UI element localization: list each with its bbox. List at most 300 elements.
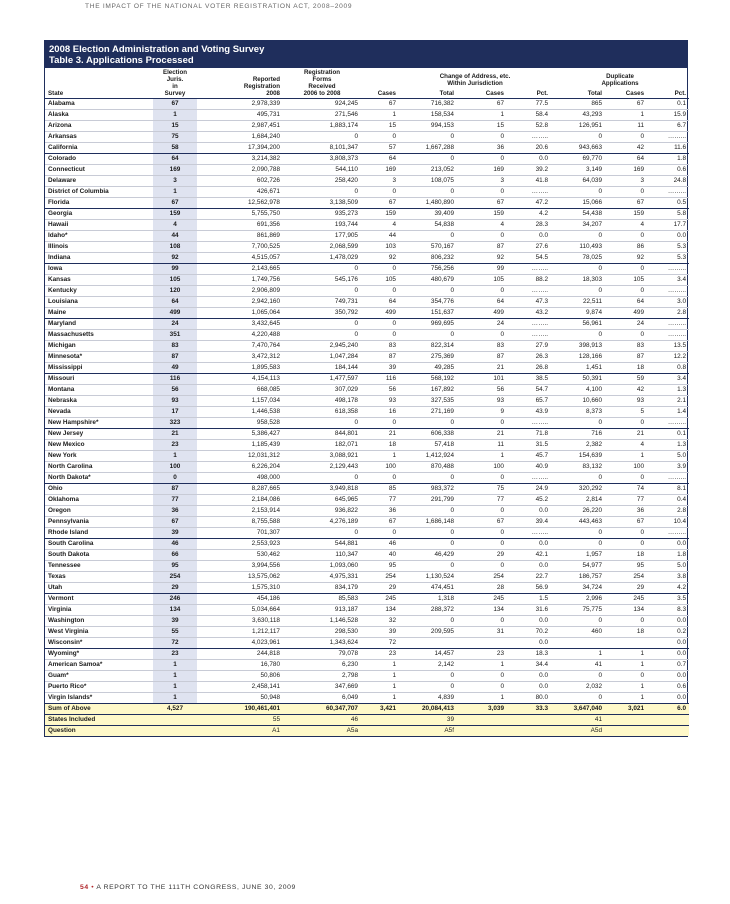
cell-reported: 2,553,923 — [197, 539, 283, 550]
cell-state: North Carolina — [45, 462, 153, 473]
cell-dup-cases: 1 — [605, 682, 647, 693]
cell-forms: 2,068,599 — [283, 242, 361, 253]
summary-cell-dup-cases — [605, 726, 647, 737]
cell-forms-cases: 36 — [361, 506, 399, 517]
cell-change-cases: 1 — [457, 110, 507, 121]
cell-dup-total: 34,724 — [551, 583, 605, 594]
cell-juris: 21 — [153, 429, 197, 440]
cell-dup-total: 75,775 — [551, 605, 605, 616]
cell-forms-cases: 85 — [361, 484, 399, 495]
cell-change-pct: 56.9 — [507, 583, 551, 594]
cell-forms: 834,179 — [283, 583, 361, 594]
header-forms-cases: Cases — [361, 68, 399, 99]
cell-forms-cases: 0 — [361, 319, 399, 330]
cell-dup-pct: 3.4 — [647, 275, 689, 286]
cell-change-total: 14,457 — [399, 649, 457, 660]
cell-change-total: 0 — [399, 187, 457, 198]
cell-dup-cases: 0 — [605, 539, 647, 550]
cell-dup-pct: 5.0 — [647, 451, 689, 462]
cell-change-pct: 31.6 — [507, 605, 551, 616]
cell-state: Virginia — [45, 605, 153, 616]
cell-change-cases: 0 — [457, 528, 507, 539]
page-number: 54 — [80, 884, 89, 891]
cell-juris: 83 — [153, 341, 197, 352]
cell-forms: 3,138,509 — [283, 198, 361, 209]
table-row — [45, 605, 689, 616]
cell-forms-cases: 0 — [361, 132, 399, 143]
cell-change-cases: 0 — [457, 132, 507, 143]
header-forms: Registration Forms Received 2006 to 2008 — [283, 68, 361, 99]
cell-change-total: 327,535 — [399, 396, 457, 407]
cell-change-pct: …….. — [507, 286, 551, 297]
cell-dup-pct: ……... — [647, 418, 689, 429]
cell-forms-cases: 1 — [361, 451, 399, 462]
cell-change-cases: 87 — [457, 352, 507, 363]
cell-forms: 2,129,443 — [283, 462, 361, 473]
table-row — [45, 638, 689, 649]
cell-state: Wyoming* — [45, 649, 153, 660]
cell-juris: 72 — [153, 638, 197, 649]
cell-reported: 5,034,664 — [197, 605, 283, 616]
cell-state: American Samoa* — [45, 660, 153, 671]
cell-dup-pct: 0.1 — [647, 99, 689, 110]
cell-change-total: 151,637 — [399, 308, 457, 319]
cell-dup-cases: 1 — [605, 451, 647, 462]
cell-dup-cases: 67 — [605, 517, 647, 528]
cell-forms-cases: 245 — [361, 594, 399, 605]
cell-dup-pct: 0.6 — [647, 165, 689, 176]
cell-juris: 15 — [153, 121, 197, 132]
cell-dup-cases: 4 — [605, 440, 647, 451]
cell-forms-cases: 0 — [361, 330, 399, 341]
cell-forms: 3,949,818 — [283, 484, 361, 495]
cell-reported: 1,446,538 — [197, 407, 283, 418]
cell-reported: 12,031,312 — [197, 451, 283, 462]
cell-dup-cases: 59 — [605, 374, 647, 385]
cell-reported: 602,726 — [197, 176, 283, 187]
cell-change-cases: 11 — [457, 440, 507, 451]
cell-change-pct: 18.3 — [507, 649, 551, 660]
cell-forms: 307,029 — [283, 385, 361, 396]
cell-dup-pct: 0.0 — [647, 616, 689, 627]
cell-juris: 1 — [153, 693, 197, 704]
table-row — [45, 165, 689, 176]
cell-change-cases: 21 — [457, 363, 507, 374]
cell-juris: 67 — [153, 517, 197, 528]
cell-change-pct: 0.0 — [507, 638, 551, 649]
cell-dup-total: 943,663 — [551, 143, 605, 154]
cell-reported: 958,528 — [197, 418, 283, 429]
cell-juris: 46 — [153, 539, 197, 550]
cell-state: Connecticut — [45, 165, 153, 176]
cell-forms-cases: 105 — [361, 275, 399, 286]
cell-reported: 1,157,034 — [197, 396, 283, 407]
cell-change-cases: 56 — [457, 385, 507, 396]
cell-dup-cases: 74 — [605, 484, 647, 495]
cell-change-pct: 40.9 — [507, 462, 551, 473]
cell-forms-cases: 39 — [361, 363, 399, 374]
cell-change-pct: 52.8 — [507, 121, 551, 132]
cell-juris: 58 — [153, 143, 197, 154]
cell-change-total: 354,776 — [399, 297, 457, 308]
cell-forms: 0 — [283, 473, 361, 484]
cell-dup-total: 43,293 — [551, 110, 605, 121]
cell-forms-cases: 64 — [361, 154, 399, 165]
cell-dup-pct: 0.8 — [647, 363, 689, 374]
cell-dup-total — [551, 638, 605, 649]
cell-change-cases: 0 — [457, 506, 507, 517]
cell-change-total: 0 — [399, 330, 457, 341]
cell-change-total: 822,314 — [399, 341, 457, 352]
cell-reported: 3,214,382 — [197, 154, 283, 165]
cell-state: Virgin Islands* — [45, 693, 153, 704]
cell-dup-total: 0 — [551, 539, 605, 550]
cell-juris: 3 — [153, 176, 197, 187]
cell-reported: 454,186 — [197, 594, 283, 605]
cell-forms: 498,178 — [283, 396, 361, 407]
cell-reported: 1,185,439 — [197, 440, 283, 451]
table-row — [45, 154, 689, 165]
summary-cell-dup-pct: 6.0 — [647, 704, 689, 715]
cell-change-cases: 1 — [457, 660, 507, 671]
cell-juris: 64 — [153, 154, 197, 165]
cell-change-total: 57,418 — [399, 440, 457, 451]
cell-dup-cases: 18 — [605, 627, 647, 638]
cell-forms: 0 — [283, 528, 361, 539]
cell-forms: 645,965 — [283, 495, 361, 506]
cell-change-pct: 42.1 — [507, 550, 551, 561]
cell-forms: 0 — [283, 418, 361, 429]
cell-dup-cases: 0 — [605, 286, 647, 297]
cell-reported: 5,755,750 — [197, 209, 283, 220]
cell-dup-cases: 0 — [605, 187, 647, 198]
cell-state: Maryland — [45, 319, 153, 330]
footer-bullet: • — [91, 884, 95, 891]
cell-forms: 182,071 — [283, 440, 361, 451]
cell-juris: 17 — [153, 407, 197, 418]
cell-reported: 1,895,583 — [197, 363, 283, 374]
cell-dup-pct: ……... — [647, 528, 689, 539]
cell-dup-cases: 159 — [605, 209, 647, 220]
summary-row — [45, 715, 689, 726]
cell-change-total: 271,169 — [399, 407, 457, 418]
cell-reported: 1,684,240 — [197, 132, 283, 143]
cell-change-cases: 0 — [457, 231, 507, 242]
cell-dup-cases: 29 — [605, 583, 647, 594]
cell-change-cases: 1 — [457, 451, 507, 462]
cell-dup-total: 34,207 — [551, 220, 605, 231]
cell-reported: 530,462 — [197, 550, 283, 561]
summary-cell-change-total: A5f — [399, 726, 457, 737]
cell-change-cases: 105 — [457, 275, 507, 286]
cell-change-cases: 67 — [457, 198, 507, 209]
cell-reported: 4,515,057 — [197, 253, 283, 264]
cell-juris: 134 — [153, 605, 197, 616]
table-row — [45, 187, 689, 198]
table-row — [45, 363, 689, 374]
cell-dup-pct: 3.5 — [647, 594, 689, 605]
table-row — [45, 330, 689, 341]
cell-state: Mississippi — [45, 363, 153, 374]
cell-dup-cases: 0 — [605, 132, 647, 143]
cell-dup-total: 1 — [551, 649, 605, 660]
cell-dup-total: 865 — [551, 99, 605, 110]
cell-change-cases: 29 — [457, 550, 507, 561]
cell-change-pct: 45.7 — [507, 451, 551, 462]
cell-dup-cases: 24 — [605, 319, 647, 330]
cell-juris: 499 — [153, 308, 197, 319]
summary-cell-forms-cases: 3,421 — [361, 704, 399, 715]
cell-change-pct: 65.7 — [507, 396, 551, 407]
cell-juris: 44 — [153, 231, 197, 242]
cell-dup-cases: 1 — [605, 693, 647, 704]
cell-change-pct: 26.3 — [507, 352, 551, 363]
cell-dup-total: 716 — [551, 429, 605, 440]
cell-change-cases: 24 — [457, 319, 507, 330]
cell-forms-cases: 39 — [361, 627, 399, 638]
table-row — [45, 253, 689, 264]
cell-change-pct: 27.9 — [507, 341, 551, 352]
cell-dup-pct: ……... — [647, 187, 689, 198]
cell-state: Indiana — [45, 253, 153, 264]
cell-dup-cases: 0 — [605, 418, 647, 429]
table-row — [45, 517, 689, 528]
cell-dup-total: 22,511 — [551, 297, 605, 308]
cell-state: New York — [45, 451, 153, 462]
cell-reported: 426,671 — [197, 187, 283, 198]
cell-dup-total: 0 — [551, 330, 605, 341]
cell-reported: 1,749,756 — [197, 275, 283, 286]
cell-juris: 0 — [153, 473, 197, 484]
cell-dup-cases: 42 — [605, 143, 647, 154]
cell-reported: 3,994,556 — [197, 561, 283, 572]
cell-dup-pct: 24.8 — [647, 176, 689, 187]
table-row — [45, 418, 689, 429]
cell-reported: 2,143,665 — [197, 264, 283, 275]
cell-state: Ohio — [45, 484, 153, 495]
cell-dup-cases: 0 — [605, 528, 647, 539]
cell-dup-cases: 86 — [605, 242, 647, 253]
cell-dup-pct: 0.0 — [647, 539, 689, 550]
cell-dup-cases: 87 — [605, 352, 647, 363]
cell-state: New Jersey — [45, 429, 153, 440]
cell-state: California — [45, 143, 153, 154]
cell-forms: 258,420 — [283, 176, 361, 187]
cell-dup-total: 460 — [551, 627, 605, 638]
summary-cell-forms: A5a — [283, 726, 361, 737]
cell-change-total: 46,429 — [399, 550, 457, 561]
cell-dup-pct: 11.6 — [647, 143, 689, 154]
cell-change-total: 0 — [399, 528, 457, 539]
cell-forms: 1,047,284 — [283, 352, 361, 363]
cell-change-pct: …….. — [507, 473, 551, 484]
cell-change-pct: 4.2 — [507, 209, 551, 220]
cell-state: Iowa — [45, 264, 153, 275]
cell-reported: 1,065,064 — [197, 308, 283, 319]
cell-dup-total: 18,303 — [551, 275, 605, 286]
cell-forms: 79,078 — [283, 649, 361, 660]
cell-dup-pct: 1.8 — [647, 550, 689, 561]
cell-dup-total: 83,132 — [551, 462, 605, 473]
cell-change-cases: 0 — [457, 286, 507, 297]
summary-cell-juris: 4,527 — [153, 704, 197, 715]
cell-dup-cases: 0 — [605, 671, 647, 682]
cell-change-pct: 58.4 — [507, 110, 551, 121]
table-row — [45, 297, 689, 308]
cell-change-pct: 70.2 — [507, 627, 551, 638]
cell-change-pct: 0.0 — [507, 671, 551, 682]
cell-dup-total: 0 — [551, 418, 605, 429]
cell-juris: 23 — [153, 649, 197, 660]
cell-change-total: 0 — [399, 154, 457, 165]
cell-juris: 56 — [153, 385, 197, 396]
cell-dup-cases: 134 — [605, 605, 647, 616]
cell-dup-cases: 67 — [605, 99, 647, 110]
cell-change-cases: 83 — [457, 341, 507, 352]
cell-state: Oregon — [45, 506, 153, 517]
cell-dup-total: 0 — [551, 132, 605, 143]
table-row — [45, 275, 689, 286]
cell-dup-total: 0 — [551, 473, 605, 484]
cell-change-total: 209,595 — [399, 627, 457, 638]
cell-change-cases: 15 — [457, 121, 507, 132]
cell-state: Delaware — [45, 176, 153, 187]
cell-juris: 351 — [153, 330, 197, 341]
summary-cell-dup-total: 3,647,040 — [551, 704, 605, 715]
summary-cell-change-cases: 3,039 — [457, 704, 507, 715]
cell-reported: 244,818 — [197, 649, 283, 660]
cell-dup-pct: 0.4 — [647, 495, 689, 506]
cell-reported: 2,184,086 — [197, 495, 283, 506]
cell-change-cases: 28 — [457, 583, 507, 594]
cell-state: West Virginia — [45, 627, 153, 638]
cell-change-total: 0 — [399, 506, 457, 517]
cell-forms: 3,808,373 — [283, 154, 361, 165]
cell-change-cases: 0 — [457, 418, 507, 429]
cell-dup-pct: 15.9 — [647, 110, 689, 121]
cell-change-total: 0 — [399, 132, 457, 143]
cell-juris: 95 — [153, 561, 197, 572]
cell-change-total: 0 — [399, 539, 457, 550]
summary-cell-dup-total: 41 — [551, 715, 605, 726]
cell-dup-pct: 10.4 — [647, 517, 689, 528]
table-row — [45, 374, 689, 385]
cell-change-pct: 0.0 — [507, 561, 551, 572]
cell-forms-cases: 1 — [361, 660, 399, 671]
cell-change-total: 213,052 — [399, 165, 457, 176]
cell-juris: 93 — [153, 396, 197, 407]
cell-dup-pct: 0.5 — [647, 198, 689, 209]
cell-forms-cases: 3 — [361, 176, 399, 187]
cell-dup-total: 2,382 — [551, 440, 605, 451]
cell-dup-pct: 0.2 — [647, 627, 689, 638]
header-reported: Reported Registration 2008 — [197, 68, 283, 99]
table-row — [45, 99, 689, 110]
cell-dup-cases: 93 — [605, 396, 647, 407]
table-title-line1: 2008 Election Administration and Voting Survey — [49, 44, 265, 55]
cell-forms: 1,478,029 — [283, 253, 361, 264]
cell-dup-pct: 3.8 — [647, 572, 689, 583]
cell-forms-cases: 18 — [361, 440, 399, 451]
cell-dup-cases: 499 — [605, 308, 647, 319]
cell-forms-cases: 16 — [361, 407, 399, 418]
cell-change-pct: 54.5 — [507, 253, 551, 264]
cell-change-pct: 0.0 — [507, 616, 551, 627]
cell-change-total: 0 — [399, 473, 457, 484]
cell-change-cases: 100 — [457, 462, 507, 473]
cell-state: New Hampshire* — [45, 418, 153, 429]
table-title-line2: Table 3. Applications Processed — [49, 55, 194, 66]
cell-juris: 1 — [153, 660, 197, 671]
cell-reported: 12,562,978 — [197, 198, 283, 209]
cell-forms: 0 — [283, 132, 361, 143]
cell-forms: 177,905 — [283, 231, 361, 242]
cell-dup-cases: 1 — [605, 660, 647, 671]
cell-change-pct: 47.3 — [507, 297, 551, 308]
summary-cell-dup-cases — [605, 715, 647, 726]
cell-reported: 498,000 — [197, 473, 283, 484]
cell-forms-cases: 134 — [361, 605, 399, 616]
cell-forms: 271,546 — [283, 110, 361, 121]
cell-dup-pct: 8.1 — [647, 484, 689, 495]
cell-change-cases: 99 — [457, 264, 507, 275]
cell-reported: 2,906,809 — [197, 286, 283, 297]
cell-state: Arkansas — [45, 132, 153, 143]
cell-state: Alaska — [45, 110, 153, 121]
cell-forms-cases: 44 — [361, 231, 399, 242]
cell-dup-pct: 2.8 — [647, 308, 689, 319]
cell-state: Idaho* — [45, 231, 153, 242]
cell-reported: 8,287,665 — [197, 484, 283, 495]
cell-change-pct: 1.5 — [507, 594, 551, 605]
cell-change-cases: 0 — [457, 539, 507, 550]
cell-change-pct: 0.0 — [507, 539, 551, 550]
summary-cell-change-total: 20,084,413 — [399, 704, 457, 715]
cell-forms-cases: 0 — [361, 286, 399, 297]
cell-dup-cases: 64 — [605, 297, 647, 308]
cell-forms-cases: 67 — [361, 198, 399, 209]
cell-change-cases: 0 — [457, 671, 507, 682]
cell-forms-cases: 64 — [361, 297, 399, 308]
cell-forms: 1,146,528 — [283, 616, 361, 627]
header-change-cases: Cases — [457, 87, 507, 99]
cell-forms: 936,822 — [283, 506, 361, 517]
cell-change-cases: 36 — [457, 143, 507, 154]
table-row — [45, 594, 689, 605]
cell-state: Montana — [45, 385, 153, 396]
cell-change-cases: 169 — [457, 165, 507, 176]
cell-forms-cases: 83 — [361, 341, 399, 352]
cell-change-total: 1,130,524 — [399, 572, 457, 583]
cell-forms-cases: 169 — [361, 165, 399, 176]
cell-reported: 701,307 — [197, 528, 283, 539]
cell-change-cases: 245 — [457, 594, 507, 605]
cell-state: Rhode Island — [45, 528, 153, 539]
summary-row — [45, 726, 689, 737]
cell-dup-total: 8,373 — [551, 407, 605, 418]
cell-reported: 861,869 — [197, 231, 283, 242]
cell-change-total: 983,372 — [399, 484, 457, 495]
cell-change-cases: 101 — [457, 374, 507, 385]
cell-juris: 55 — [153, 627, 197, 638]
table-row — [45, 396, 689, 407]
header-change-pct: Pct. — [507, 87, 551, 99]
table-row — [45, 660, 689, 671]
table-row — [45, 484, 689, 495]
cell-forms: 6,049 — [283, 693, 361, 704]
header-state: State — [45, 68, 153, 99]
cell-forms-cases: 1 — [361, 110, 399, 121]
